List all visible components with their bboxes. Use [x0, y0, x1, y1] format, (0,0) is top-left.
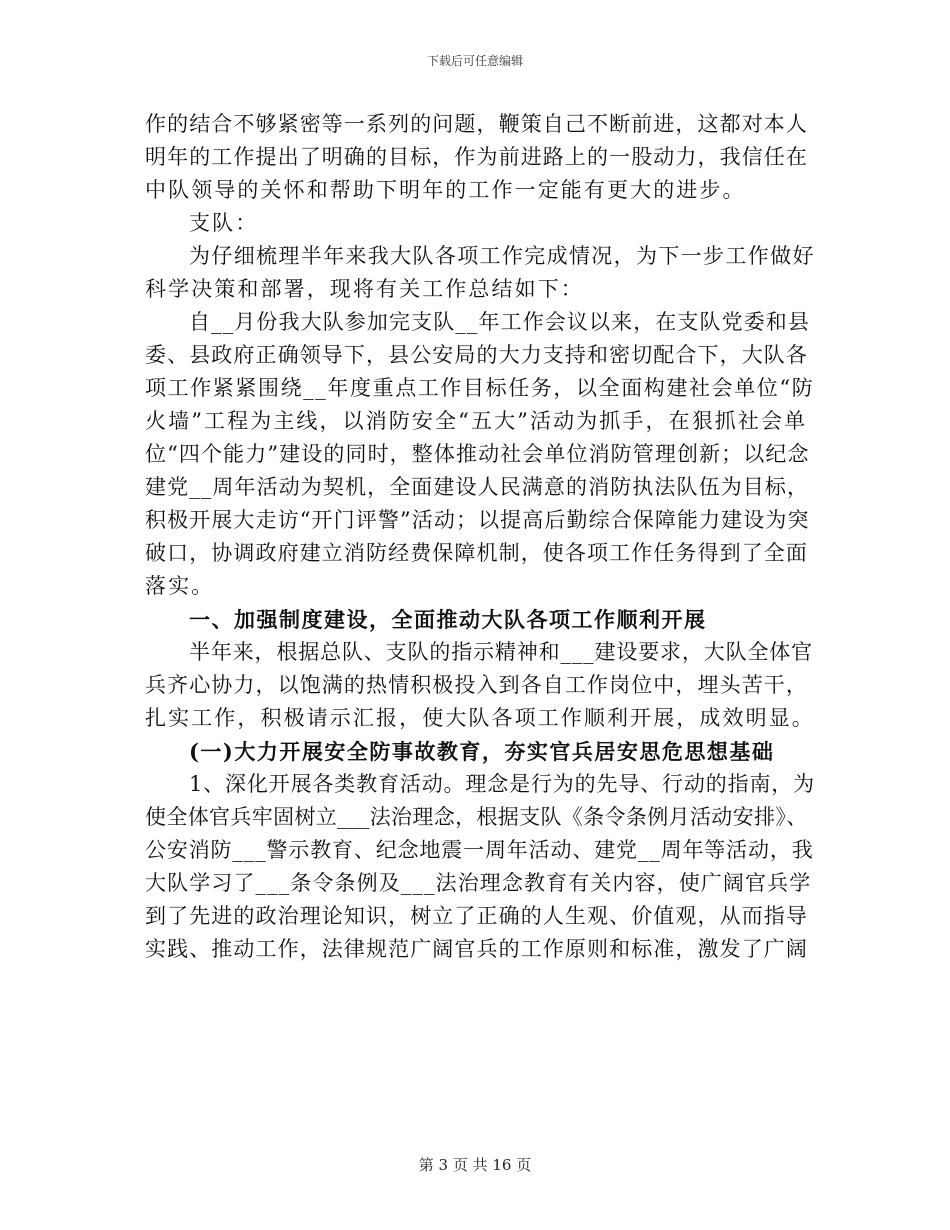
paragraph-line: 半年来，根据总队、支队的指示精神和___建设要求，大队全体官 [189, 640, 813, 664]
paragraph-line: 落实。 [145, 574, 215, 598]
page-number: 第 3 页 共 16 页 [418, 1156, 532, 1174]
paragraph-line: 使全体官兵牢固树立___法治理念，根据支队《条令条例月活动安排》、 [145, 805, 808, 829]
paragraph-line: 自__月份我大队参加完支队__年工作会议以来，在支队党委和县 [189, 310, 810, 334]
paragraph-line: 位“四个能力”建设的同时，整体推动社会单位消防管理创新；以纪念 [145, 442, 810, 466]
paragraph-line: 明年的工作提出了明确的目标，作为前进路上的一股动力，我信任在 [145, 145, 808, 169]
paragraph-line: 到了先进的政治理论知识，树立了正确的人生观、价值观，从而指导 [145, 904, 808, 928]
paragraph-line: 公安消防___警示教育、纪念地震一周年活动、建党__周年等活动，我 [145, 838, 814, 862]
paragraph-line: 委、县政府正确领导下，县公安局的大力支持和密切配合下，大队各 [145, 343, 808, 367]
paragraph-line: 中队领导的关怀和帮助下明年的工作一定能有更大的进步。 [145, 178, 746, 202]
document-body [145, 108, 815, 966]
paragraph-line: 科学决策和部署，现将有关工作总结如下： [145, 277, 584, 301]
paragraph-line: 项工作紧紧围绕__年度重点工作目标任务，以全面构建社会单位“防 [145, 376, 815, 400]
page-header: 下载后可任意编辑 [426, 54, 523, 68]
salutation: 支队： [189, 211, 259, 235]
paragraph-line: 作的结合不够紧密等一系列的问题，鞭策自己不断前进，这都对本人 [145, 112, 808, 136]
paragraph-line: 1、深化开展各类教育活动。理念是行为的先导、行动的指南，为 [189, 772, 816, 796]
paragraph-line: 破口，协调政府建立消防经费保障机制，使各项工作任务得到了全面 [145, 541, 808, 565]
section-heading: 一、加强制度建设，全面推动大队各项工作顺利开展 [189, 607, 707, 632]
paragraph-line: 大队学习了___条令条例及___法治理念教育有关内容，使广阔官兵学 [145, 871, 812, 895]
paragraph-line: 扎实工作，积极请示汇报，使大队各项工作顺利开展，成效明显。 [145, 706, 815, 730]
paragraph-line: 建党__周年活动为契机，全面建设人民满意的消防执法队伍为目标， [145, 475, 810, 499]
subsection-heading: (一)大力开展安全防事故教育，夯实官兵居安思危思想基础 [189, 739, 775, 764]
paragraph-line: 实践、推动工作，法律规范广阔官兵的工作原则和标准，激发了广阔 [145, 937, 808, 961]
paragraph-line: 为仔细梳理半年来我大队各项工作完成情况，为下一步工作做好 [189, 244, 815, 268]
paragraph-line: 兵齐心协力，以饱满的热情积极投入到各自工作岗位中，埋头苦干， [145, 673, 808, 697]
paragraph-line: 积极开展大走访“开门评警”活动；以提高后勤综合保障能力建设为突 [145, 508, 810, 532]
paragraph-line: 火墙”工程为主线，以消防安全“五大”活动为抓手，在狠抓社会单 [145, 409, 808, 433]
